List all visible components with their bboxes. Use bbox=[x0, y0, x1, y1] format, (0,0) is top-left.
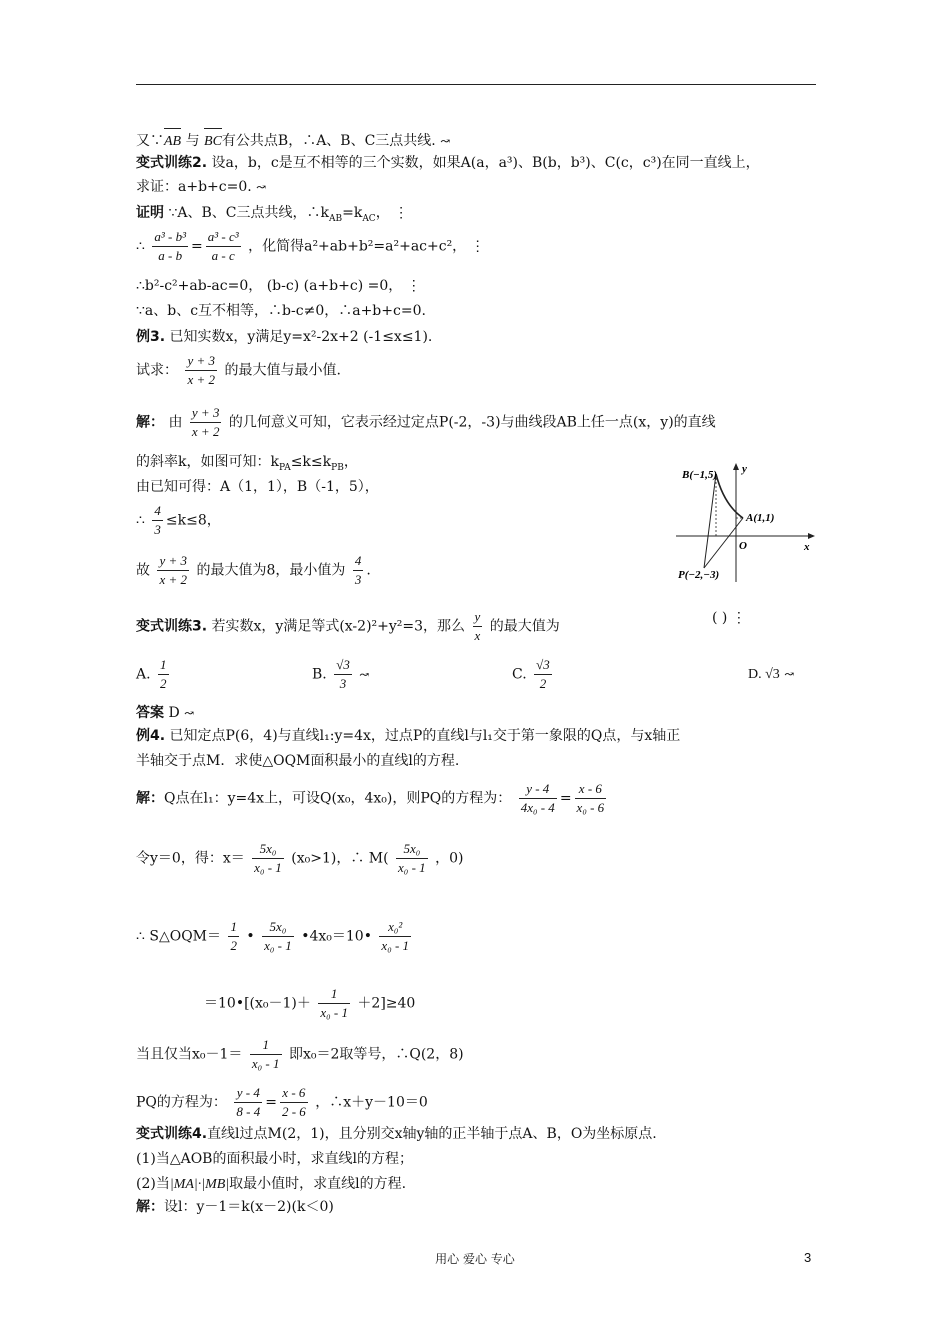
denominator: 2 - 6 bbox=[281, 1104, 306, 1119]
numerator: 1 bbox=[250, 1036, 282, 1055]
solution3-line3: 由已知可得：A（1，1），B（-1，5）， bbox=[136, 479, 379, 495]
geometry-figure bbox=[676, 460, 826, 585]
fraction bbox=[190, 404, 222, 441]
numerator: a³ - b³ bbox=[152, 228, 188, 247]
solution4-line1: 解：Q点在l₁：y=4x上，可设Q(x₀，4x₀)，则PQ的方程为： $\frac{y - 4}{\text{4x₀ - 4}}$ = $\frac{x - 6}{\text{x₀ - 6}}$ bbox=[136, 781, 605, 815]
fraction bbox=[152, 228, 188, 265]
numerator: √3 bbox=[534, 656, 552, 675]
x-axis-arrow bbox=[808, 533, 815, 539]
label-origin: O bbox=[739, 540, 747, 552]
fraction bbox=[206, 228, 241, 265]
option-c[interactable] bbox=[512, 656, 555, 693]
y-axis-arrow bbox=[733, 463, 739, 470]
label-p: P(−2,−3) bbox=[678, 569, 720, 581]
numerator: 4 bbox=[152, 502, 163, 521]
text: . bbox=[366, 562, 371, 579]
text: 求证：a+b+c=0. bbox=[136, 179, 252, 195]
text: PQ的方程为： bbox=[136, 1094, 227, 1111]
fraction bbox=[534, 656, 552, 693]
text: ∴ bbox=[136, 512, 145, 529]
solution3-line2 bbox=[136, 452, 358, 478]
denominator: x₀ - 6 bbox=[576, 800, 605, 815]
text: • bbox=[246, 928, 255, 945]
denominator: x₀ - 1 bbox=[254, 860, 282, 875]
denominator: x₀ - 1 bbox=[264, 938, 292, 953]
line-collinear bbox=[136, 126, 450, 152]
text: 直线l过点M(2，1)，且分别交x轴y轴的正半轴于点A、B，O为坐标原点. bbox=[207, 1126, 657, 1142]
text: 若实数x，y满足等式(x-2)²+y²=3，那么 bbox=[211, 618, 466, 635]
cursor-mark-icon: ↝ bbox=[440, 134, 451, 148]
denominator: x₀ - 1 bbox=[381, 938, 410, 953]
option-label: A. bbox=[136, 666, 151, 683]
numerator: 1 bbox=[228, 918, 239, 937]
variant4-q1: (1)当△AOB的面积最小时，求直线l的方程； bbox=[136, 1151, 413, 1167]
variant4-label: 变式训练4. bbox=[136, 1126, 208, 1142]
vector-ab: AB bbox=[164, 126, 181, 152]
solution4-line6: PQ的方程为： $\frac{y - 4}{8 - 4}$ = $\frac{x - 6}{2 - 6}$ ，∴x＋y－10＝0 bbox=[136, 1085, 428, 1119]
text: ∴ S△OQM＝ bbox=[136, 928, 222, 945]
text: ，化简得a²+ab+b²=a²+ac+c²， ⋮ bbox=[248, 238, 485, 255]
numerator: 1 bbox=[318, 985, 350, 1004]
line-pb bbox=[704, 474, 716, 568]
numerator: 5x₀ bbox=[262, 918, 294, 937]
cursor-mark-icon: ↝ bbox=[256, 180, 267, 194]
cursor-mark-icon: ↝ bbox=[184, 706, 195, 720]
text: = bbox=[191, 238, 203, 255]
text: ＋2]≥40 bbox=[357, 995, 416, 1012]
text: Q点在l₁：y=4x上，可设Q(x₀，4x₀)，则PQ的方程为： bbox=[164, 790, 512, 807]
text: ≤k≤8， bbox=[165, 512, 221, 529]
numerator: x - 6 bbox=[575, 780, 607, 799]
numerator: y - 4 bbox=[234, 1084, 262, 1103]
label-a: A(1,1) bbox=[746, 512, 775, 524]
denominator: 3 bbox=[339, 676, 347, 691]
label-y: y bbox=[742, 463, 747, 475]
option-label: D. √3 bbox=[748, 667, 780, 682]
text: ≤k≤k bbox=[290, 454, 332, 470]
text: 已知实数x，y满足y=x²-2x+2 (-1≤x≤1). bbox=[169, 329, 433, 345]
solution3-line1 bbox=[136, 404, 716, 441]
numerator: 1 bbox=[158, 656, 169, 675]
denominator: x + 2 bbox=[187, 372, 215, 387]
label-x: x bbox=[804, 541, 810, 553]
solution4-line4 bbox=[204, 985, 415, 1022]
text: ， ⋮ bbox=[375, 205, 409, 221]
fraction bbox=[250, 1036, 282, 1073]
numerator: y - 4 bbox=[519, 780, 557, 799]
text: 有公共点B，∴A、B、C三点共线. bbox=[221, 133, 436, 149]
option-a[interactable] bbox=[136, 656, 172, 693]
denominator: x₀ - 1 bbox=[320, 1005, 348, 1020]
text: 试求： bbox=[136, 362, 178, 379]
fraction bbox=[158, 656, 169, 693]
numerator: a³ - c³ bbox=[206, 228, 241, 247]
numerator: 4 bbox=[353, 552, 364, 571]
option-d[interactable] bbox=[748, 664, 794, 685]
fraction bbox=[152, 502, 163, 539]
numerator: x₀² bbox=[379, 918, 411, 937]
text: ，0) bbox=[435, 850, 464, 867]
text: 故 bbox=[136, 562, 150, 579]
fraction bbox=[575, 780, 607, 817]
denominator: 2 bbox=[230, 938, 237, 953]
solution-label: 解： bbox=[136, 790, 164, 807]
abs-product: |MA|·|MB| bbox=[169, 1177, 230, 1192]
proof-line bbox=[136, 203, 408, 229]
numerator: x - 6 bbox=[280, 1084, 308, 1103]
equation-line-3: ∵a、b、c互不相等，∴b-c≠0，∴a+b+c=0. bbox=[136, 303, 426, 319]
variant4-q2 bbox=[136, 1174, 406, 1195]
variant2-line1 bbox=[136, 153, 760, 173]
text: 的最大值为8，最小值为 bbox=[196, 562, 346, 579]
variant2-text: 设a，b，c是互不相等的三个实数，如果A(a，a³)、B(b，b³)、C(c，c³)在同一直线上， bbox=[211, 155, 760, 171]
fraction bbox=[280, 1084, 308, 1121]
answer-label: 答案 bbox=[136, 705, 164, 721]
text: 已知定点P(6，4)与直线l₁:y=4x，过点P的直线l与l₁交于第一象限的Q点，与x轴正 bbox=[169, 728, 681, 744]
fraction bbox=[379, 918, 411, 955]
label-b: B(−1,5) bbox=[682, 469, 718, 481]
example4-line1 bbox=[136, 726, 680, 746]
denominator: x bbox=[474, 628, 481, 643]
numerator: y + 3 bbox=[190, 404, 222, 423]
text: =k bbox=[342, 205, 363, 221]
solution4-line5 bbox=[136, 1036, 464, 1073]
text: (x₀>1)，∴ M( bbox=[291, 850, 389, 867]
answer-line bbox=[136, 703, 194, 723]
numerator: 5x₀ bbox=[252, 840, 284, 859]
cursor-mark-icon: ↝ bbox=[784, 667, 795, 681]
text: 的几何意义可知，它表示经过定点P(-2，-3)与曲线段AB上任一点(x，y)的直线 bbox=[228, 414, 716, 431]
proof-label: 证明 bbox=[136, 205, 164, 221]
example3-label: 例3. bbox=[136, 329, 166, 345]
example3-ask bbox=[136, 352, 341, 389]
equation-line-1 bbox=[136, 228, 485, 265]
fraction bbox=[262, 918, 294, 955]
variant2-label: 变式训练2. bbox=[136, 155, 208, 171]
solution3-line4 bbox=[136, 502, 221, 539]
footer-center: 用心 爱心 专心 bbox=[435, 1252, 515, 1266]
denominator: a - c bbox=[211, 248, 235, 263]
numerator: √3 bbox=[334, 656, 352, 675]
text: ∴ bbox=[136, 238, 145, 255]
fraction bbox=[234, 1084, 262, 1121]
numerator: y + 3 bbox=[157, 552, 189, 571]
variant2-line2 bbox=[136, 177, 266, 197]
solution4-line2 bbox=[136, 840, 463, 877]
text: 设l：y－1＝k(x－2)(k＜0) bbox=[164, 1199, 334, 1215]
solution4-line3 bbox=[136, 918, 414, 955]
denominator: x₀ - 1 bbox=[251, 1056, 280, 1071]
text: 令y＝0，得：x＝ bbox=[136, 850, 245, 867]
text: (2)当 bbox=[136, 1176, 170, 1192]
page-number: 3 bbox=[804, 1250, 812, 1265]
option-label: B. bbox=[312, 666, 327, 683]
text: 又∵ bbox=[136, 133, 164, 149]
text: ＝10•[(x₀－1)＋ bbox=[204, 995, 311, 1012]
subscript: PA bbox=[278, 462, 291, 473]
fraction bbox=[519, 780, 557, 817]
fraction bbox=[353, 552, 364, 589]
answer-paren: ( ) ⋮ bbox=[712, 610, 746, 626]
denominator: 2 bbox=[539, 676, 547, 691]
variant3-label: 变式训练3. bbox=[136, 618, 208, 635]
solution-label: 解： bbox=[136, 1199, 164, 1215]
variant4-solution bbox=[136, 1197, 334, 1217]
variant4-line1 bbox=[136, 1124, 657, 1144]
denominator: x + 2 bbox=[191, 424, 220, 439]
solution3-line5 bbox=[136, 552, 371, 589]
numerator: y + 3 bbox=[185, 352, 217, 371]
subscript: PB bbox=[331, 462, 344, 473]
text: 的最大值与最小值. bbox=[224, 362, 341, 379]
fraction bbox=[334, 656, 352, 693]
text: 与 bbox=[185, 133, 200, 149]
fraction bbox=[157, 552, 189, 589]
vector-bc: BC bbox=[204, 126, 222, 152]
fraction bbox=[228, 918, 239, 955]
text: ，∴x＋y－10＝0 bbox=[315, 1094, 428, 1111]
text: 当且仅当x₀－1＝ bbox=[136, 1046, 243, 1063]
example3-line bbox=[136, 327, 432, 347]
example4-label: 例4. bbox=[136, 728, 166, 744]
curve-ab bbox=[716, 474, 743, 518]
text: 取最小值时，求直线l的方程. bbox=[229, 1176, 407, 1192]
denominator: 8 - 4 bbox=[236, 1104, 261, 1119]
fraction bbox=[318, 985, 350, 1022]
subscript: AB bbox=[328, 213, 343, 224]
denominator: x₀ - 1 bbox=[398, 860, 426, 875]
text: ∵A、B、C三点共线，∴k bbox=[168, 205, 329, 221]
cursor-mark-icon: ↝ bbox=[359, 667, 370, 682]
subscript: AC bbox=[362, 213, 376, 224]
text: 即x₀＝2取等号，∴Q(2，8) bbox=[288, 1046, 464, 1063]
variant3-line bbox=[136, 608, 560, 645]
text: 的斜率k，如图可知：k bbox=[136, 454, 279, 470]
text: •4x₀＝10• bbox=[301, 928, 372, 945]
denominator: 3 bbox=[154, 522, 161, 537]
denominator: 3 bbox=[354, 572, 362, 587]
fraction bbox=[396, 840, 428, 877]
option-b[interactable] bbox=[312, 656, 369, 693]
denominator: x + 2 bbox=[159, 572, 187, 587]
text: 由 bbox=[168, 414, 183, 431]
denominator: 2 bbox=[160, 676, 167, 691]
answer-value: D bbox=[168, 705, 180, 721]
numerator: 5x₀ bbox=[396, 840, 428, 859]
fraction bbox=[473, 608, 483, 645]
text: ， bbox=[343, 454, 358, 470]
denominator: 4x₀ - 4 bbox=[520, 800, 555, 815]
fraction bbox=[252, 840, 284, 877]
example4-line2: 半轴交于点M．求使△OQM面积最小的直线l的方程. bbox=[136, 753, 460, 769]
denominator: a - b bbox=[158, 248, 183, 263]
header-rule bbox=[136, 84, 816, 85]
option-label: C. bbox=[512, 666, 527, 683]
text: 的最大值为 bbox=[489, 618, 560, 635]
solution-label: 解： bbox=[136, 414, 164, 431]
equation-line-2: ∴b²-c²+ab-ac=0， (b-c) (a+b+c) =0， ⋮ bbox=[136, 278, 421, 294]
fraction bbox=[185, 352, 217, 389]
numerator: y bbox=[473, 608, 483, 627]
